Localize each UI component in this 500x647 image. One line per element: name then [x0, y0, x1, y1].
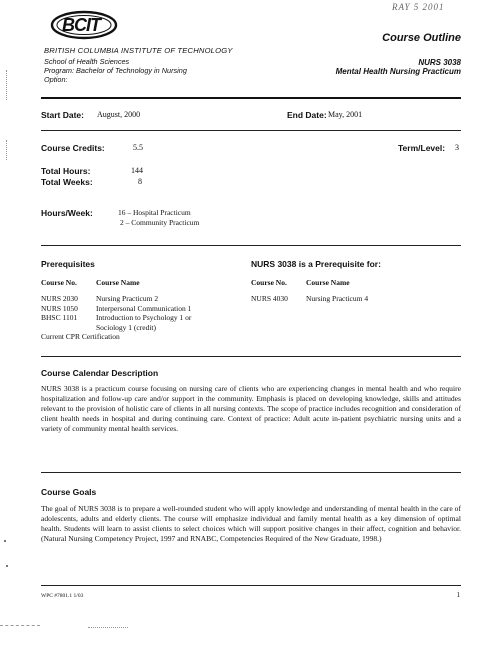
- prereq-for-course-name: Nursing Practicum 4: [306, 294, 369, 303]
- start-date-label: Start Date:: [41, 110, 84, 120]
- prereq-for-course-no: NURS 4030: [251, 294, 288, 303]
- start-date-value: August, 2000: [97, 110, 141, 119]
- prereq-course-no: NURS 2030: [41, 294, 78, 303]
- scan-mark: [88, 627, 128, 629]
- prereq-row: [41, 313, 191, 323]
- school-name: School of Health Sciences: [44, 57, 130, 66]
- prereq-row: [41, 323, 191, 333]
- prereq-for-col-no: Course No.: [251, 278, 287, 287]
- total-hours-label: Total Hours:: [41, 166, 91, 176]
- divider: [41, 130, 461, 131]
- term-level-label: Term/Level:: [398, 143, 446, 153]
- prereq-row: [41, 294, 191, 342]
- doc-type-title: Course Outline: [382, 32, 461, 44]
- prereq-row: [41, 294, 191, 304]
- description-title: Course Calendar Description: [41, 368, 159, 378]
- course-credits-value: 5.5: [133, 143, 143, 152]
- divider: [41, 472, 461, 473]
- received-stamp: RAY 5 2001: [392, 2, 445, 12]
- page-number: 1: [456, 591, 460, 599]
- goals-text: The goal of NURS 3038 is to prepare a well-rounded student who will apply knowledge and understanding of mental health in the care of adolescents, adults and elderly clients. The course will emphasize individual and family mental health as a key dimension of optimal health. Students will learn to assist clients to select choices which will support positive changes in their affect, cognition and behavior. (Natural Nursing Competency Project, 1997 and RNABC, Competencies Required of the New Graduate, 1998.): [41, 504, 461, 543]
- divider: [41, 356, 461, 357]
- prereq-course-name: Sociology 1 (credit): [96, 322, 156, 332]
- end-date-label: End Date:: [287, 110, 327, 120]
- prerequisites-title: Prerequisites: [41, 259, 95, 269]
- program-name: Program: Bachelor of Technology in Nursing: [44, 66, 187, 75]
- total-weeks-value: 8: [138, 177, 142, 186]
- prereq-course-no: NURS 1050: [41, 303, 78, 313]
- prereq-for-title: NURS 3038 is a Prerequisite for:: [251, 259, 381, 269]
- footer-code: WPC #7801.1 1/03: [41, 593, 84, 599]
- prereq-for-row: [251, 294, 368, 303]
- scan-mark: [4, 540, 6, 542]
- prereq-row: [41, 304, 191, 314]
- prereq-course-name: Introduction to Psychology 1 or: [96, 313, 192, 322]
- total-weeks-label: Total Weeks:: [41, 177, 93, 187]
- course-credits-label: Course Credits:: [41, 143, 105, 153]
- end-date-value: May, 2001: [328, 110, 363, 119]
- prereq-course-name: Interpersonal Communication 1: [96, 303, 192, 313]
- bcit-logo: [50, 10, 118, 40]
- divider: [41, 97, 461, 99]
- institute-name: BRITISH COLUMBIA INSTITUTE OF TECHNOLOGY: [44, 46, 233, 55]
- prereq-for-col-name: Course Name: [306, 278, 350, 287]
- course-title: Mental Health Nursing Practicum: [335, 67, 461, 76]
- total-hours-value: 144: [131, 166, 143, 175]
- scan-mark: [6, 140, 8, 160]
- goals-title: Course Goals: [41, 487, 97, 497]
- prereq-col-name: Course Name: [96, 278, 140, 287]
- divider: [41, 245, 461, 246]
- logo-text: BCIT: [62, 15, 100, 35]
- hours-week-line-1: 16 – Hospital Practicum: [118, 208, 191, 217]
- hours-week-label: Hours/Week:: [41, 208, 93, 218]
- term-level-value: 3: [455, 143, 459, 152]
- prereq-extra: Current CPR Certification: [41, 332, 120, 341]
- scan-mark: [6, 565, 8, 567]
- scan-mark: [0, 625, 40, 627]
- course-code: NURS 3038: [418, 58, 461, 67]
- prereq-course-no: BHSC 1101: [41, 313, 78, 322]
- prereq-col-no: Course No.: [41, 278, 77, 287]
- scan-mark: [6, 70, 8, 100]
- divider: [41, 585, 461, 586]
- prereq-course-name: Nursing Practicum 2: [96, 294, 159, 303]
- option-label: Option:: [44, 75, 68, 84]
- hours-week-line-2: 2 – Community Practicum: [120, 218, 200, 227]
- description-text: NURS 3038 is a practicum course focusing on nursing care of clients who are experiencing changes in mental health and who require hospitalization and follow-up care and/or support in the community. Emphasis is placed on developing knowledge, skills and attitudes relevant to the provision of holistic care of clients in all nursing contexts. The scope of practice includes recognition and consideration of client health needs in hospital and during continuing care. Context of practice: Adult acute in-patient psychiatric nursing units and a variety of community mental health services.: [41, 384, 461, 433]
- prereq-course-no: [41, 323, 96, 333]
